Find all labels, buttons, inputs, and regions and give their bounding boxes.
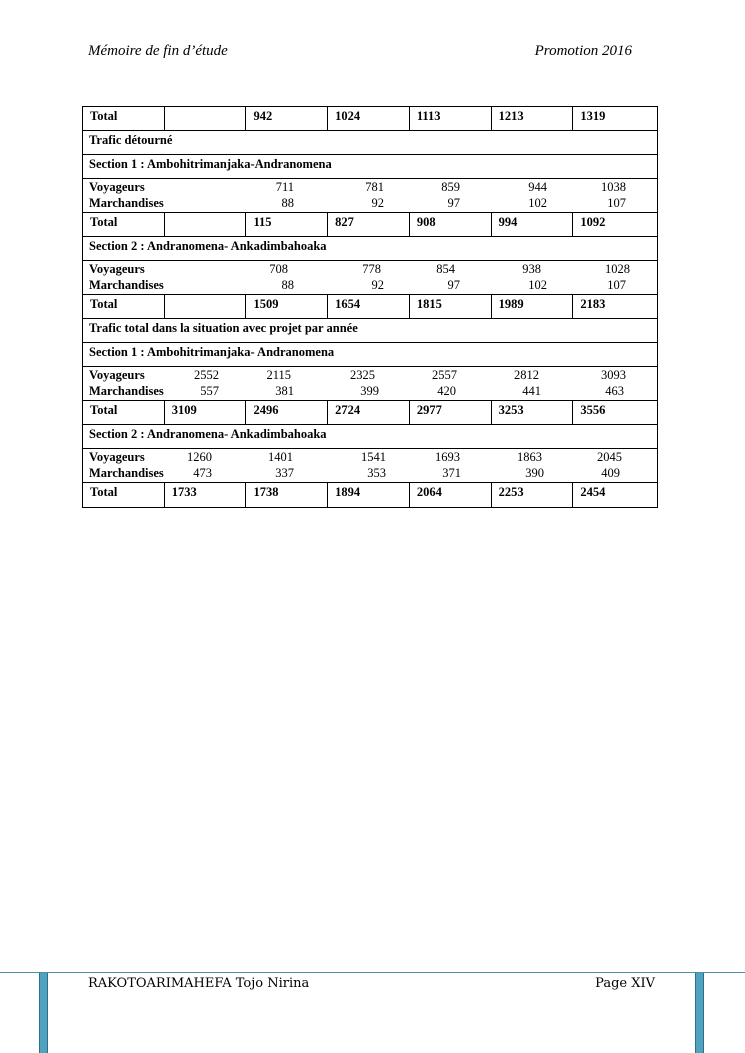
marchandises-label: Marchandises: [89, 466, 164, 480]
header-title: Mémoire de fin d’étude: [88, 43, 228, 59]
total-cell: 2253: [492, 483, 574, 507]
value-cell: 88: [281, 278, 294, 292]
value-cell: 1401: [268, 450, 293, 464]
value-cell: 353: [367, 466, 386, 480]
total-row: [83, 483, 657, 507]
voyageurs-label: Voyageurs: [89, 262, 145, 276]
total-cell: 2454: [580, 485, 606, 499]
value-cell: 557: [200, 384, 219, 398]
total-label: Total: [83, 107, 165, 130]
value-cell: 778: [362, 262, 381, 276]
value-cell: 102: [528, 278, 547, 292]
total-cell: 1092: [580, 215, 606, 229]
value-cell: 1541: [361, 450, 386, 464]
traffic-pair-row: [83, 179, 657, 213]
value-cell: 2557: [432, 368, 457, 382]
value-cell: 1028: [605, 262, 630, 276]
total-label: Total: [83, 295, 165, 318]
traffic-pair-row: [83, 367, 657, 401]
marchandises-label: Marchandises: [89, 196, 164, 210]
footer-page-number: Page XIV: [595, 976, 655, 991]
total-cell: 1319: [580, 109, 606, 123]
value-cell: 463: [605, 384, 624, 398]
total-label: Total: [83, 213, 165, 236]
heading-trafic-total: Trafic total dans la situation avec projet par année: [83, 319, 657, 343]
value-cell: 1693: [435, 450, 460, 464]
total-cell: 1024: [328, 107, 410, 130]
total-label: Total: [83, 483, 165, 507]
total-cell: 1738: [246, 483, 328, 507]
total-label: Total: [83, 401, 165, 424]
traffic-table: [82, 106, 658, 508]
value-cell: 859: [441, 180, 460, 194]
total-cell: 1654: [328, 295, 410, 318]
total-cell: 2183: [580, 297, 606, 311]
voyageurs-label: Voyageurs: [89, 180, 145, 194]
heading-trafic-detourne: Trafic détourné: [83, 131, 657, 155]
marchandises-label: Marchandises: [89, 384, 164, 398]
value-cell: 2115: [266, 368, 291, 382]
total-cell: 1815: [410, 295, 492, 318]
value-cell: 2812: [514, 368, 539, 382]
value-cell: 409: [601, 466, 620, 480]
footer-bar-right: [695, 973, 704, 1053]
value-cell: 781: [365, 180, 384, 194]
footer-bar-left: [39, 973, 48, 1053]
value-cell: 441: [522, 384, 541, 398]
value-cell: 337: [275, 466, 294, 480]
value-cell: 371: [442, 466, 461, 480]
total-cell: [165, 107, 247, 130]
value-cell: 102: [528, 196, 547, 210]
value-cell: 420: [437, 384, 456, 398]
value-cell: 944: [528, 180, 547, 194]
value-cell: 2325: [350, 368, 375, 382]
total-cell: 3253: [492, 401, 574, 424]
value-cell: 97: [447, 196, 460, 210]
value-cell: 399: [360, 384, 379, 398]
value-cell: 473: [193, 466, 212, 480]
value-cell: 107: [607, 196, 626, 210]
total-cell: 115: [246, 213, 328, 236]
footer-author: RAKOTOARIMAHEFA Tojo Nirina: [88, 976, 310, 991]
total-cell: 2724: [328, 401, 410, 424]
total-cell: 2064: [410, 483, 492, 507]
footer-rule: [0, 972, 745, 973]
marchandises-label: Marchandises: [89, 278, 164, 292]
total-cell: 1989: [492, 295, 574, 318]
value-cell: 1038: [601, 180, 626, 194]
total-cell: 827: [328, 213, 410, 236]
voyageurs-label: Voyageurs: [89, 368, 145, 382]
value-cell: 711: [275, 180, 294, 194]
value-cell: 381: [275, 384, 294, 398]
total-cell: 2977: [410, 401, 492, 424]
value-cell: 97: [447, 278, 460, 292]
total-cell: 1894: [328, 483, 410, 507]
total-row: [83, 401, 657, 425]
total-cell: 994: [492, 213, 574, 236]
total-cell: 3556: [580, 403, 606, 417]
value-cell: 2552: [194, 368, 219, 382]
value-cell: 1260: [187, 450, 212, 464]
total-cell: 1113: [410, 107, 492, 130]
value-cell: 854: [436, 262, 455, 276]
section-1-title: Section 1 : Ambohitrimanjaka- Andranomena: [83, 343, 657, 367]
section-2-title: Section 2 : Andranomena- Ankadimbahoaka: [83, 237, 657, 261]
value-cell: 3093: [601, 368, 626, 382]
value-cell: 938: [522, 262, 541, 276]
value-cell: 708: [269, 262, 288, 276]
total-row: [83, 213, 657, 237]
traffic-pair-row: [83, 261, 657, 295]
value-cell: 2045: [597, 450, 622, 464]
value-cell: 1863: [517, 450, 542, 464]
total-cell: 2496: [246, 401, 328, 424]
total-row: [83, 295, 657, 319]
header-promotion: Promotion 2016: [534, 43, 632, 59]
value-cell: 92: [371, 196, 384, 210]
section-1-title: Section 1 : Ambohitrimanjaka-Andranomena: [83, 155, 657, 179]
traffic-pair-row: [83, 449, 657, 483]
value-cell: 390: [525, 466, 544, 480]
total-cell: 942: [246, 107, 328, 130]
total-cell: [165, 295, 247, 318]
total-cell: 908: [410, 213, 492, 236]
value-cell: 107: [607, 278, 626, 292]
total-cell: 1509: [246, 295, 328, 318]
value-cell: 88: [281, 196, 294, 210]
total-cell: [165, 213, 247, 236]
total-row: [83, 107, 657, 131]
value-cell: 92: [371, 278, 384, 292]
total-cell: 3109: [165, 401, 247, 424]
section-2-title: Section 2 : Andranomena- Ankadimbahoaka: [83, 425, 657, 449]
voyageurs-label: Voyageurs: [89, 450, 145, 464]
total-cell: 1733: [165, 483, 247, 507]
total-cell: 1213: [492, 107, 574, 130]
